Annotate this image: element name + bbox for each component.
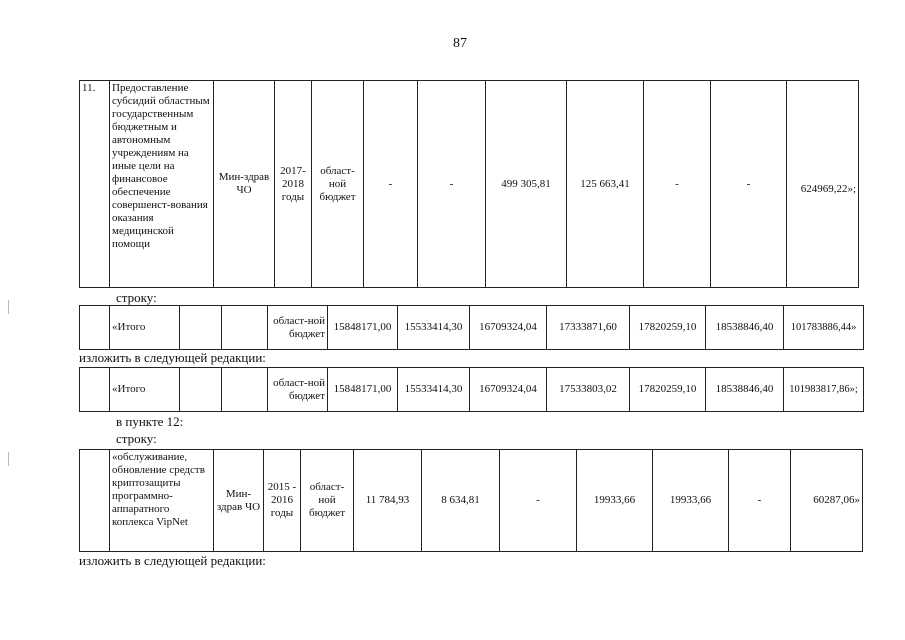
funding-source: област-ной бюджет <box>301 450 354 552</box>
executor: Мин-здрав ЧО <box>214 81 275 288</box>
value-cell: 499 305,81 <box>486 81 567 288</box>
value-cell: - <box>711 81 787 288</box>
table-itogo-old <box>79 305 864 350</box>
funding-source: област-ной бюджет <box>268 306 328 350</box>
value-cell: - <box>644 81 711 288</box>
value-cell: 11 784,93 <box>354 450 422 552</box>
value-cell: - <box>418 81 486 288</box>
value-cell: 17533803,02 <box>547 368 630 412</box>
total-cell: 101783886,44» <box>784 306 864 350</box>
itogo-label: «Итого <box>110 306 180 350</box>
margin-mark <box>8 300 9 314</box>
value-cell: 125 663,41 <box>567 81 644 288</box>
total-cell: 60287,06» <box>791 450 863 552</box>
period: 2017-2018 годы <box>275 81 312 288</box>
period: 2015 - 2016 годы <box>264 450 301 552</box>
total-cell: 624969,22»; <box>787 81 859 288</box>
value-cell: 18538846,40 <box>706 368 784 412</box>
empty-cell <box>180 306 222 350</box>
value-cell: - <box>500 450 577 552</box>
table-row-12 <box>79 449 863 552</box>
empty-cell <box>180 368 222 412</box>
empty-cell <box>80 450 110 552</box>
total-cell: 101983817,86»; <box>784 368 864 412</box>
measure-name: «обслуживание, обновление средств криптозащиты программно-аппаратного коплекса VipNet <box>110 450 214 552</box>
funding-source: област-ной бюджет <box>312 81 364 288</box>
value-cell: 15533414,30 <box>398 306 470 350</box>
label-stroku: строку: <box>116 431 157 446</box>
table-itogo-new <box>79 367 864 412</box>
margin-mark <box>8 452 9 466</box>
table-row-11 <box>79 80 859 288</box>
value-cell: 15848171,00 <box>328 306 398 350</box>
row-number: 11. <box>80 81 110 288</box>
itogo-label: «Итого <box>110 368 180 412</box>
measure-name: Предоставление субсидий областным государственным бюджетным и автономным учреждениям на иные цели на финансовое обеспечение совершенст-вования оказания медицинской помощи <box>110 81 214 288</box>
funding-source: област-ной бюджет <box>268 368 328 412</box>
empty-cell <box>222 306 268 350</box>
value-cell: 19933,66 <box>653 450 729 552</box>
value-cell: 8 634,81 <box>422 450 500 552</box>
value-cell: 16709324,04 <box>470 368 547 412</box>
executor: Мин-здрав ЧО <box>214 450 264 552</box>
value-cell: 17820259,10 <box>630 306 706 350</box>
label-izlozhit: изложить в следующей редакции: <box>79 350 266 365</box>
value-cell: 15848171,00 <box>328 368 398 412</box>
label-punkt12: в пункте 12: <box>116 414 184 429</box>
value-cell: 17820259,10 <box>630 368 706 412</box>
empty-cell <box>80 368 110 412</box>
value-cell: 18538846,40 <box>706 306 784 350</box>
label-stroku: строку: <box>116 290 157 305</box>
value-cell: 15533414,30 <box>398 368 470 412</box>
label-izlozhit: изложить в следующей редакции: <box>79 553 266 568</box>
value-cell: - <box>729 450 791 552</box>
page-number: 87 <box>453 36 467 51</box>
empty-cell <box>222 368 268 412</box>
value-cell: 16709324,04 <box>470 306 547 350</box>
value-cell: - <box>364 81 418 288</box>
value-cell: 17333871,60 <box>547 306 630 350</box>
value-cell: 19933,66 <box>577 450 653 552</box>
empty-cell <box>80 306 110 350</box>
